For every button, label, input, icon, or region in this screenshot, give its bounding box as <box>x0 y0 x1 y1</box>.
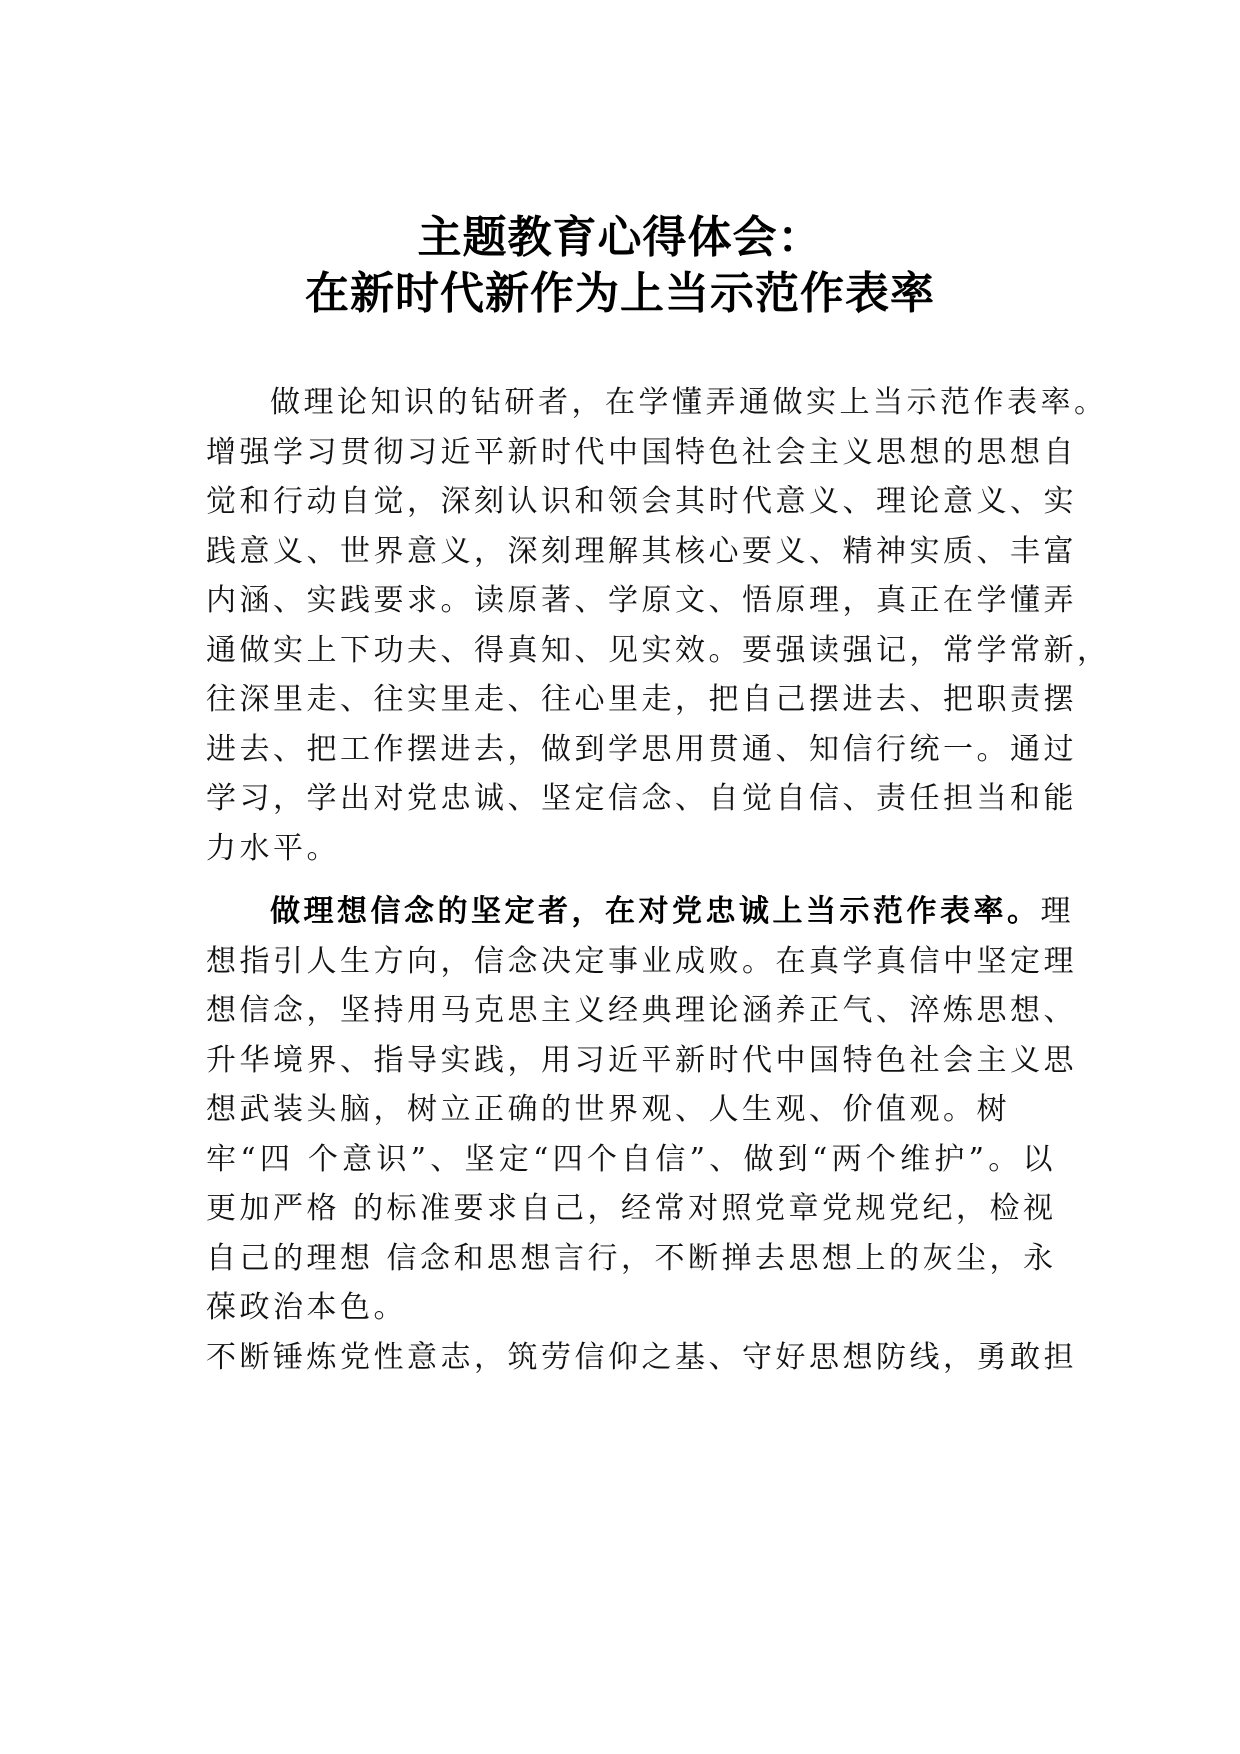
document-title <box>0 210 1240 322</box>
paragraph-line: 力水平。 <box>206 830 340 866</box>
paragraph-line: 学习，学出对党忠诚、坚定信念、自觉自信、责任担当和能 <box>206 781 1077 816</box>
paragraph-line: 不断锤炼党性意志，筑劳信仰之基、守好思想防线，勇敢担 <box>206 1339 1077 1375</box>
paragraph-line: 往深里走、往实里走、往心里走，把自己摆进去、把职责摆 <box>206 682 1077 717</box>
paragraph-3 <box>206 1333 1077 1383</box>
paragraph-line: 增强学习贯彻习近平新时代中国特色社会主义思想的思想自 <box>206 434 1077 470</box>
paragraph-line: 想指引人生方向，信念决定事业成败。在真学真信中坚定理 <box>206 943 1077 979</box>
paragraph-line: 进去、把工作摆进去，做到学思用贯通、知信行统一。通过 <box>206 731 1077 767</box>
document-body <box>206 378 1111 1382</box>
title-line-2: 在新时代新作为上当示范作表率 <box>305 268 935 319</box>
paragraph-lead-bold: 做理想信念的坚定者，在对党忠诚上当示范作表率。 <box>270 894 1041 929</box>
paragraph-line: 葆政治本色。 <box>206 1290 407 1325</box>
paragraph-lead-line <box>206 887 1074 937</box>
paragraph-2 <box>206 887 1077 1333</box>
paragraph-line: 践意义、世界意义，深刻理解其核心要义、精神实质、丰富 <box>206 533 1077 569</box>
paragraph-1 <box>206 378 1111 873</box>
paragraph-line: 想信念，坚持用马克思主义经典理论涵养正气、淬炼思想、 <box>206 993 1077 1028</box>
paragraph-lead-rest: 理 <box>1040 894 1074 929</box>
paragraph-line: 通做实上下功夫、得真知、见实效。要强读强记，常学常新， <box>206 632 1111 668</box>
paragraph-line: 更加严格 的标准要求自己，经常对照党章党规党纪，检视 <box>206 1191 1057 1226</box>
paragraph-line: 自己的理想 信念和思想言行，不断掸去思想上的灰尘，永 <box>206 1240 1057 1276</box>
paragraph-line: 内涵、实践要求。读原著、学原文、悟原理，真正在学懂弄 <box>206 583 1077 618</box>
paragraph-line: 牢“四 个意识”、坚定“四个自信”、做到“两个维护”。以 <box>206 1141 1056 1177</box>
title-line-1: 主题教育心得体会： <box>417 212 823 263</box>
paragraph-line: 想武装头脑，树立正确的世界观、人生观、价值观。树 <box>206 1092 1010 1127</box>
paragraph-gap <box>206 873 1056 887</box>
paragraph-line: 做理论知识的钻研者，在学懂弄通做实上当示范作表率。 <box>270 385 1108 420</box>
paragraph-line: 升华境界、指导实践，用习近平新时代中国特色社会主义思 <box>206 1042 1077 1078</box>
paragraph-line: 觉和行动自觉，深刻认识和领会其时代意义、理论意义、实 <box>206 484 1077 519</box>
